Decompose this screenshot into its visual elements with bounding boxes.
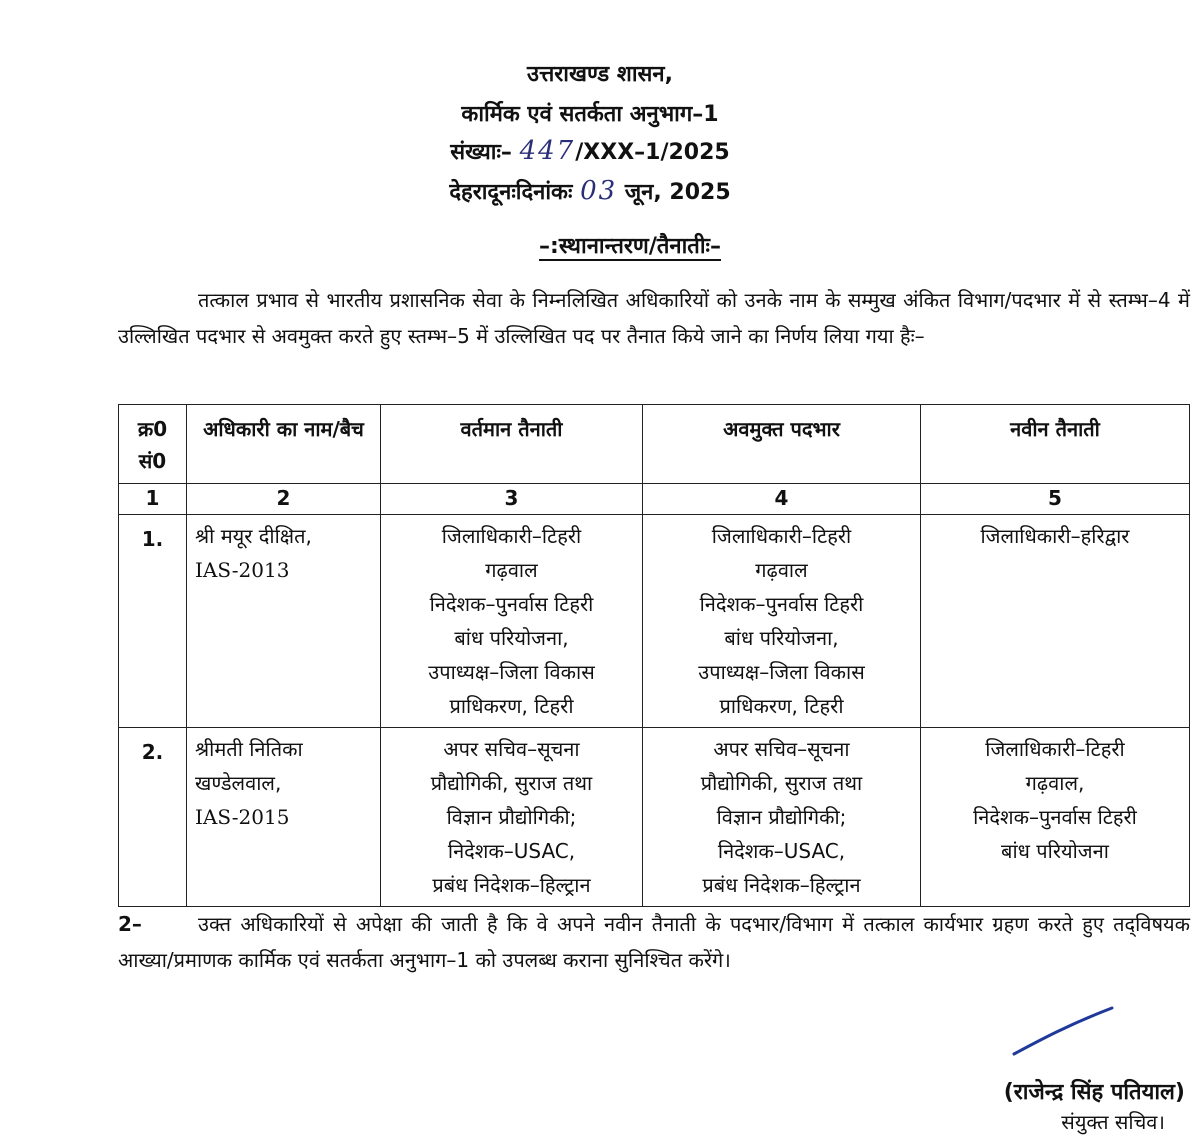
table-header-row [119,405,1190,484]
section-title: कार्मिक एवं सतर्कता अनुभाग–1 [461,102,719,127]
posting-line: गढ़वाल [485,558,538,582]
relieved-line: बांध परियोजना, [724,626,839,650]
new-posting-line: जिलाधिकारी–हरिद्वार [980,524,1130,548]
handwritten-date: 03 [580,176,618,206]
officer-name-text: श्रीमती नितिका खण्डेलवाल, [195,737,303,795]
new-posting [921,728,1190,907]
order-date [0,176,1190,206]
relieved-line: निदेशक–USAC, [717,839,846,863]
officer-batch: IAS-2013 [195,558,290,582]
new-posting-line: गढ़वाल, [1025,771,1085,795]
relieved-line: विज्ञान प्रौद्योगिकी; [716,805,847,829]
order-number [0,136,1190,166]
serial-number: 2. [119,728,187,907]
signature [1010,1000,1120,1060]
posting-line: बांध परियोजना, [454,626,569,650]
signature-stroke-icon [1010,1000,1120,1060]
posting-line: अपर सचिव–सूचना [443,737,580,761]
relieved-charge [643,515,921,728]
posting-line: निदेशक–USAC, [447,839,576,863]
table-row [119,728,1190,907]
handwritten-number: 447 [519,136,576,166]
subject-text: –:स्थानान्तरण/तैनातीः– [539,234,721,259]
relieved-line: जिलाधिकारी–टिहरी [711,524,852,548]
new-posting [921,515,1190,728]
number-label: संख्याः– [450,140,512,165]
posting-line: निदेशक–पुनर्वास टिहरी [429,592,594,616]
order-paragraph-2 [118,906,1190,978]
relieved-line: उपाध्यक्ष–जिला विकास [698,660,865,684]
relieved-line: प्रौद्योगिकी, सुराज तथा [700,771,863,795]
paragraph-text: उक्त अधिकारियों से अपेक्षा की जाती है कि वे अपने नवीन तैनाती के पदभार/विभाग में तत्काल कार्यभार ग्रहण करते हुए तद्‌विषयक आख्या/प्रमाणक कार्मिक एवं सतर्कता अनुभाग–1 को उपलब्ध कराना सुनिश्चित करेंगे। [118,912,1190,972]
paragraph-number: 2– [118,912,142,936]
date-label: देहरादूनःदिनांकः [449,180,573,205]
date-suffix: जून, 2025 [624,180,731,205]
relieved-line: प्राधिकरण, टिहरी [719,694,844,718]
header-officer: अधिकारी का नाम/बैच [187,405,381,484]
new-posting-line: बांध परियोजना [1001,839,1109,863]
relieved-line: निदेशक–पुनर्वास टिहरी [699,592,864,616]
header-current-posting: वर्तमान तैनाती [381,405,643,484]
new-posting-line: जिलाधिकारी–टिहरी [985,737,1125,761]
relieved-charge [643,728,921,907]
order-paragraph-1: तत्काल प्रभाव से भारतीय प्रशासनिक सेवा के निम्नलिखित अधिकारियों को उनके नाम के सम्मुख अंकित विभाग/पदभार में से स्तम्भ–4 में उल्लिखित पदभार से अवमुक्त करते हुए स्तम्भ–5 में उल्लिखित पद पर तैनात किये जाने का निर्णय लिया गया हैः– [118,288,1190,348]
current-posting [381,515,643,728]
signatory-designation: संयुक्त सचिव। [1061,1110,1165,1134]
serial-number: 1. [119,515,187,728]
posting-line: जिलाधिकारी–टिहरी [441,524,582,548]
column-number: 2 [187,484,381,515]
officer-name [187,515,381,728]
current-posting [381,728,643,907]
header-new-posting: नवीन तैनाती [921,405,1190,484]
officer-batch: IAS-2015 [195,805,290,829]
column-number: 1 [119,484,187,515]
header-relieved-charge: अवमुक्त पदभार [643,405,921,484]
number-suffix: /XXX–1/2025 [575,140,730,165]
officer-name-text: श्री मयूर दीक्षित, [195,524,312,548]
relieved-line: अपर सचिव–सूचना [713,737,850,761]
transfer-table [118,404,1190,907]
signatory-name: (राजेन्द्र सिंह पतियाल) [1003,1080,1185,1105]
relieved-line: गढ़वाल [755,558,808,582]
relieved-line: प्रबंध निदेशक–हिल्ट्रान [702,873,861,897]
posting-line: प्रौद्योगिकी, सुराज तथा [430,771,593,795]
posting-line: उपाध्यक्ष–जिला विकास [428,660,595,684]
column-number: 4 [643,484,921,515]
issuer-title: उत्तराखण्ड शासन, [527,62,673,87]
posting-line: विज्ञान प्रौद्योगिकी; [446,805,577,829]
new-posting-line: निदेशक–पुनर्वास टिहरी [973,805,1137,829]
posting-line: प्रबंध निदेशक–हिल्ट्रान [432,873,591,897]
posting-line: प्राधिकरण, टिहरी [449,694,574,718]
header-serial: क्र0 सं0 [119,405,187,484]
column-number-row [119,484,1190,515]
column-number: 5 [921,484,1190,515]
subject-heading [0,230,1200,260]
table-row [119,515,1190,728]
officer-name [187,728,381,907]
column-number: 3 [381,484,643,515]
